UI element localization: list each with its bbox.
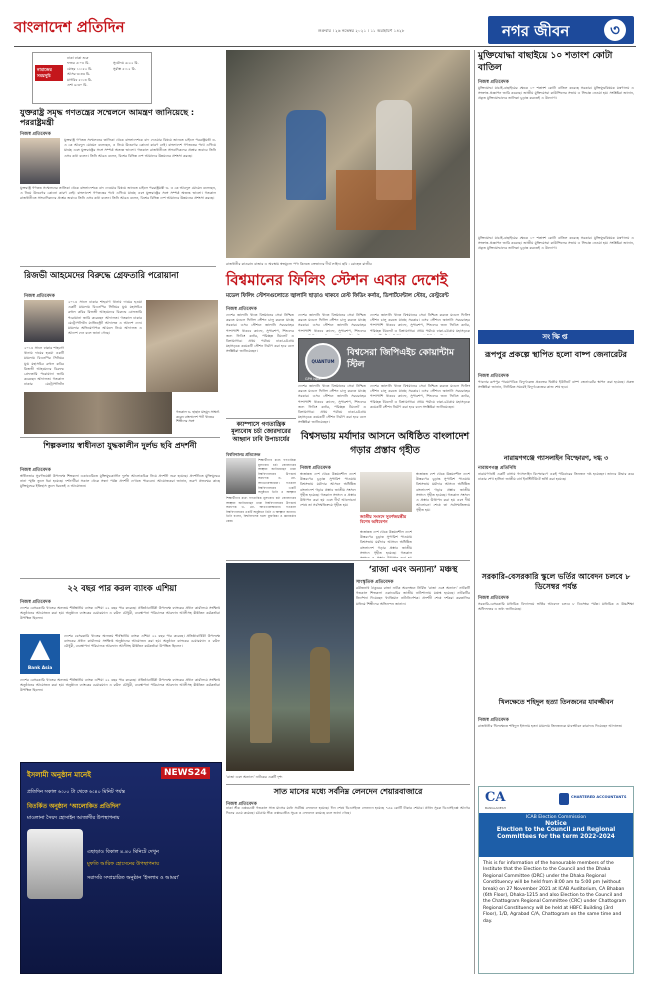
bank-logo-mark	[30, 640, 50, 660]
ad-news24-brand: NEWS24	[161, 767, 210, 779]
ad-news24-line6: সরাসরি সম্প্রচারিত অনুষ্ঠান ‘ইসলাম ও আমরা’	[87, 875, 180, 881]
section-title: নগর জীবন	[502, 22, 570, 40]
byline: বিশ্ববিদ্যালয় প্রতিবেদক	[226, 452, 261, 457]
story-body: দেশের বেসরকারি খাতের অন্যতম শীর্ষস্থানীয় ব্যাংক এশিয়া ২২ বছর পার করেছে। প্রতিষ্ঠাবার্ষিকী উপলক্ষে ব্যাংকের প্রধান কার্যালয়ে সংক্ষিপ্ত অনুষ্ঠানের আয়োজন করা হয়। অনুষ্ঠানে ব্যাংকের চেয়ারম্যান এ রউফ চৌধুরী, ব্যবস্থাপনা পরিচালক আরফান আলীসহ ঊর্ধ্বতন কর্মকর্তারা উপস্থিত ছিলেন।	[20, 606, 220, 621]
column-rule	[474, 50, 475, 974]
lead-body-cont: দেশের জ্বালানি খাতে বিশ্বমানের সেবা নিশ্চিত করতে মডেল ফিলিং স্টেশন চালু করতে যাচ্ছে সরকার। এসব স্টেশনে জ্বালানি সরবরাহের পাশাপাশি থাকবে ক্যাফে, সুপারশপ, শিশুদের জন্য ফিডিং কর্নার, পরিচ্ছন্ন টয়লেট ও বিশ্রামাগার। প্রথম পর্যায়ে ঢাকা-চট্টগ্রাম মহাসড়কে কয়েকটি স্টেশন নির্মাণ করা হবে বলে সংশ্লিষ্টরা জানিয়েছেন।	[298, 384, 366, 425]
headline-freedom-fighter: মুক্তিযোদ্ধা বাছাইয়ে ১০ শতাংশ কোটা বাতিল	[478, 51, 613, 73]
photo-meeting	[146, 300, 218, 392]
sunset: সূর্যাস্ত ৫:১২ মি.	[113, 66, 136, 71]
prayer-rows	[67, 61, 92, 89]
story-body: ঢাকা স্টক এক্সচেঞ্জে গতকাল সাত মাসের মধ্যে সর্বনিম্ন লেনদেন হয়েছে। দিন শেষে ডিএসইতে লেনদেন হয়েছে ৭৫৬ কোটি টাকার শেয়ার। প্রধান সূচক ডিএসইএক্স আগের দিনের চেয়ে কমেছে। চট্টগ্রাম স্টক এক্সচেঞ্জেও সূচক ও লেনদেন কমেছে বলে জানা গেছে।	[226, 806, 470, 816]
story-body: নারায়ণগঞ্জে একটি বাসায় গ্যাসলাইন বিস্ফোরণে একই পরিবারের তিনজন দগ্ধ হয়েছেন। তাদের উদ্ধার করে ঢাকার শেখ হাসিনা জাতীয় বার্ন ইনস্টিটিউটে ভর্তি করা হয়েছে।	[478, 472, 634, 482]
lead-subhead: মডেল ফিলিং স্টেশনগুলোতে জ্বালানি ছাড়াও থাকবে রেস্ট ফিডিং কর্নার, ডিপার্টমেন্টাল স্টোর, রেস্টুরেন্ট	[226, 293, 449, 299]
ad-news24[interactable]	[20, 762, 222, 974]
un-inset-label: জাতীয় সংসদে সুবর্ণজয়ন্তীর বিশেষ অধিবেশন	[360, 514, 407, 525]
story-body: মুক্তিযোদ্ধা যাচাই-বাছাইয়ের ক্ষেত্রে ১০ শতাংশ কোটা বাতিল করেছে সরকার। মুক্তিযুদ্ধবিষয়ক মন্ত্রণালয় এ সংক্রান্ত প্রজ্ঞাপন জারি করেছে। জাতীয় মুক্তিযোদ্ধা কাউন্সিলের সভায় এ সিদ্ধান্ত নেওয়া হয়। সংশ্লিষ্টরা জানান, প্রকৃত মুক্তিযোদ্ধাদের তালিকা চূড়ান্ত করতেই এ উদ্যোগ।	[478, 86, 634, 101]
byline: নিজস্ব প্রতিবেদক	[300, 466, 331, 471]
main-photo-caption: রাজধানীর কাওরান বাজার এ অবস্থায় স্বল্পমূল্যে পণ্য কিনতে ক্রেতাদের দীর্ঘ লাইন। ছবি : রোহেত রাজীব	[226, 262, 372, 266]
divider	[226, 418, 296, 419]
main-photo-market	[226, 50, 470, 258]
prayer-row: ফজর ৫:০৪ মি.	[67, 61, 90, 65]
bank-logo-text: Bank Asia	[27, 666, 53, 671]
icab-notice: Notice	[545, 820, 567, 827]
story-body-cont: স্বল্পোন্নত দেশ থেকে উন্নয়নশীল দেশে উত্তরণের চূড়ান্ত সুপারিশ পাওয়ায় বিশ্বসভায় মর্যাদার আসনে অধিষ্ঠিত বাংলাদেশ গড়ার প্রস্তাব জাতীয় সংসদে গৃহীত হয়েছে। গতকাল সংসদে এ প্রস্তাব উত্থাপন করা হয় এবং দীর্ঘ আলোচনা শেষে তা সর্বসম্মতিক্রমে গৃহীত হয়।	[416, 472, 470, 513]
story-body: সরকারি-বেসরকারি মাধ্যমিক বিদ্যালয়ে ভর্তির আবেদন চলবে ৮ ডিসেম্বর পর্যন্ত। মাধ্যমিক ও উচ্চশিক্ষা অধিদফতর এ তথ্য জানিয়েছে।	[478, 602, 634, 612]
divider	[20, 266, 216, 267]
photo-vc	[226, 458, 256, 494]
divider	[226, 784, 470, 785]
ad-icab[interactable]	[478, 786, 634, 974]
photo-minister	[20, 138, 60, 184]
ad-quantum-emblem	[305, 343, 341, 379]
headline-democracy: যুক্তরাষ্ট্র সমৃদ্ধ গণতন্ত্রের সম্মেলনে আমন্ত্রণ জানিয়েছে : পররাষ্ট্রমন্ত্রী	[20, 108, 195, 127]
icab-title: Election to the Council and Regional Committees for the term 2022-2024	[496, 827, 616, 840]
byline: নিজস্ব প্রতিবেদক	[20, 600, 51, 605]
story-body-cont: মুক্তিযোদ্ধা যাচাই-বাছাইয়ের ক্ষেত্রে ১০ শতাংশ কোটা বাতিল করেছে সরকার। মুক্তিযুদ্ধবিষয়ক মন্ত্রণালয় এ সংক্রান্ত প্রজ্ঞাপন জারি করেছে। জাতীয় মুক্তিযোদ্ধা কাউন্সিলের সভায় এ সিদ্ধান্ত নেওয়া হয়। সংশ্লিষ্টরা জানান, প্রকৃত মুক্তিযোদ্ধাদের তালিকা চূড়ান্ত করতেই এ উদ্যোগ।	[478, 236, 634, 251]
prayer-title: ঢাকা ঢাকা শুরু	[67, 56, 89, 60]
sun-times	[113, 61, 139, 72]
divider	[20, 437, 220, 438]
byline: নিজস্ব প্রতিবেদক	[478, 718, 509, 723]
lead-body-cont: দেশের জ্বালানি খাতে বিশ্বমানের সেবা নিশ্চিত করতে মডেল ফিলিং স্টেশন চালু করতে যাচ্ছে সরকার। এসব স্টেশনে জ্বালানি সরবরাহের পাশাপাশি থাকবে ক্যাফে, সুপারশপ, শিশুদের	[298, 313, 366, 333]
icab-body: This is for information of the honourable members of the Institute that the Election to the Council and the Dhaka Regional Committee (DRC) under the Dhaka Regional Constituency will be held from 8:00 am to 5:00 pm (without break) on 27 November 2021 at ICAB Auditorium, CA Bhaban (6th Floor), Dhaka-1215 and also Election to the Council and the Chattogram Regional Committee (CRC) under Chattogram Regional Constituency will be held at HBFC Building (3rd Floor), 1/D, Agrabad C/A, Chattogram on the same time and day.	[483, 861, 626, 924]
masthead-rule	[14, 46, 636, 47]
ad-quantum-steel[interactable]	[298, 338, 470, 382]
ad-news24-title: ইসলামী অনুষ্ঠান মানেই	[27, 771, 91, 779]
photo-caption: গতকাল ড. হাছান মাহমুদ সাক্ষাৎ করেন বাংলাদেশ পাট খাতের শিল্পীদের সঙ্গে	[176, 410, 220, 424]
story-body-cont: শিক্ষার্থীদের মধ্যে গণতান্ত্রিক মূল্যবোধ চর্চা জোরদারের আহ্বান জানিয়েছেন ঢাকা বিশ্ববিদ্যালয়ের উপাচার্য অধ্যাপক ড. মো. আখতারুজ্জামান। গতকাল বিশ্ববিদ্যালয়ের একটি অনুষ্ঠানে তিনি এ আহ্বান জানান। তিনি বলেন, বিশ্ববিদ্যালয় হলো মুক্তচিন্তা ও জ্ঞানচর্চার কেন্দ্র।	[226, 496, 296, 523]
ca-logo: CA	[485, 790, 506, 805]
photo-stall	[336, 170, 416, 230]
prayer-label: নামাজের সময়সূচি	[35, 65, 63, 81]
theatre-caption: ‘রাজা এবং অন্যান্য’ নাটকের একটি দৃশ্য	[226, 775, 283, 779]
byline: নিজস্ব প্রতিবেদক	[478, 80, 509, 85]
ad-news24-line3: মাওলানা সৈয়দ হোসাইন আজাদীর উপস্থাপনায়	[27, 815, 120, 821]
icab-header	[479, 813, 633, 857]
date-line: শুক্রবার । ২৬ নভেম্বর ২০২১ । ১১ অগ্রহায়ণ ১৪২৮	[318, 28, 405, 33]
byline: নিজস্ব প্রতিবেদক	[226, 802, 257, 807]
ad-news24-host	[27, 829, 83, 899]
chartered-logo: CHARTERED ACCOUNTANTS	[571, 795, 627, 799]
prayer-row: যোহর ১১:৫২ মি.	[67, 66, 93, 71]
story-body-cont: যুক্তরাষ্ট্র গণতন্ত্র সম্মেলনের তালিকা থেকে বাংলাদেশকে বাদ দেওয়ার বিষয়ে জানতে চাইলে পররাষ্ট্রমন্ত্রী ড. এ কে আবদুল মোমেন বলেছেন, এ নিয়ে উদ্বেগের কোনো কারণ নেই। বাংলাদেশ গণতন্ত্রের পথে এগিয়ে যাচ্ছে এবং যুক্তরাষ্ট্রের সঙ্গে সম্পর্ক অত্যন্ত ভালো। গতকাল রাজধানীতে সাংবাদিকদের প্রশ্নের জবাবে তিনি এসব কথা বলেন। তিনি আরও বলেন, বিশ্বের বিভিন্ন দেশ আমাদের উন্নয়নের প্রশংসা করছে।	[20, 186, 216, 201]
prayer-row: মাগরিব ৫:১৩ মি.	[67, 77, 93, 82]
story-body-cont: ২০১৪ সালে ঢাকার শাহবাগ থানায় দায়ের হওয়া একটি মামলায় বিএনপির সিনিয়র যুগ্ম মহাসচিব রুহুল কবির রিজভী আহমেদের বিরুদ্ধে গ্রেফতারি পরোয়ানা জারি করেছেন আদালত। গতকাল ঢাকার মেট্রোপলিটন	[24, 346, 64, 386]
story-body-cont: স্বল্পোন্নত দেশ থেকে উন্নয়নশীল দেশে উত্তরণের চূড়ান্ত সুপারিশ পাওয়ায় বিশ্বসভায় মর্যাদার আসনে অধিষ্ঠিত বাংলাদেশ গড়ার প্রস্তাব জাতীয় সংসদে গৃহীত হয়েছে। গতকাল	[360, 530, 412, 555]
ad-quantum-title: বিশ্বসেরা জিপিএইচ কোয়ান্টাম স্টিল	[347, 348, 454, 370]
lead-body-cont: দেশের জ্বালানি খাতে বিশ্বমানের সেবা নিশ্চিত করতে মডেল ফিলিং স্টেশন চালু করতে যাচ্ছে সরকার। এসব স্টেশনে জ্বালানি সরবরাহের পাশাপাশি থাকবে ক্যাফে, সুপারশপ, শিশুদের জন্য ফিডিং কর্নার, পরিচ্ছন্ন টয়লেট ও বিশ্রামাগার। প্রথম পর্যায়ে ঢাকা-চট্টগ্রাম মহাসড়কে	[370, 313, 470, 333]
ad-news24-line2: বিতর্কিত অনুষ্ঠান ‘আলোকিত প্রতিদিন’	[27, 803, 121, 810]
headline-bank: ২২ বছর পার করল ব্যাংক এশিয়া	[67, 583, 177, 593]
byline: নিজস্ব প্রতিবেদক	[478, 596, 509, 601]
story-body: ২০১৪ সালে ঢাকার শাহবাগ থানায় দায়ের হওয়া একটি মামলায় বিএনপির সিনিয়র যুগ্ম মহাসচিব রুহুল কবির রিজভী আহমেদের বিরুদ্ধে গ্রেফতারি পরোয়ানা জারি করেছেন আদালত। গতকাল ঢাকার মেট্রোপলিটন ম্যাজিস্ট্রেট আদালত এ আদেশ দেন। মামলার অভিযোগপত্র আমলে নিয়ে আদালত এ আদেশ দেন বলে জানা গেছে।	[68, 300, 142, 336]
ad-quantum-brand: QUANTUM	[311, 359, 335, 364]
masthead-logo	[14, 12, 164, 42]
prayer-box	[32, 52, 152, 104]
byline: নিজস্ব প্রতিবেদক	[24, 294, 55, 299]
photo-group	[24, 392, 172, 434]
photo-theatre	[226, 563, 354, 771]
lead-headline: বিশ্বমানের ফিলিং স্টেশন এবার দেশেই	[226, 271, 448, 289]
headline-khilkhet: খিলক্ষেতে শহিদুল হত্যা তিনজনের যাবজ্জীবন	[498, 698, 614, 706]
chartered-badge-icon	[559, 793, 569, 805]
story-body: যুক্তরাষ্ট্র গণতন্ত্র সম্মেলনের তালিকা থেকে বাংলাদেশকে বাদ দেওয়ার বিষয়ে জানতে চাইলে পররাষ্ট্রমন্ত্রী ড. এ কে আবদুল মোমেন বলেছেন, এ নিয়ে উদ্বেগের কোনো কারণ নেই। বাংলাদেশ গণতন্ত্রের পথে এগিয়ে যাচ্ছে এবং যুক্তরাষ্ট্রের সঙ্গে সম্পর্ক অত্যন্ত ভালো। গতকাল রাজধানীতে সাংবাদিকদের প্রশ্নের জবাবে তিনি এসব কথা বলেন। তিনি আরও বলেন, বিশ্বের বিভিন্ন দেশ আমাদের উন্নয়নের প্রশংসা করছে।	[64, 138, 216, 158]
prayer-row: এশা ৬:৩০ মি.	[67, 83, 88, 88]
headline-gas: নারায়ণগঞ্জে গ্যাসলাইন বিস্ফোরণ, দগ্ধ ৩	[503, 454, 609, 462]
headline-art: শিল্পকলায় স্বাধীনতা যুদ্ধকালীন দুর্লভ ছবি প্রদর্শনী	[43, 441, 197, 450]
headline-share: সাত মাসের মধ্যে সর্বনিম্ন লেনদেন শেয়ারবাজারে	[273, 787, 423, 796]
headline-theatre: ‘রাজা এবং অন্যান্য’ মঞ্চস্থ	[368, 564, 458, 574]
byline: নিজস্ব প্রতিবেদক	[20, 132, 51, 137]
ad-news24-line5: মুফতি আরিফ হোসেনের উপস্থাপনায়	[87, 861, 160, 867]
headline-school: সরকারি-বেসরকারি স্কুলে ভর্তির আবেদন চলবে ৮ ডিসেম্বর পর্যন্ত	[481, 572, 631, 591]
section-banner	[488, 16, 634, 44]
ad-news24-line1: প্রতিদিন সকাল ৬:০০ টা থেকে ৬:৪০ মিনিট পর্যন্ত	[27, 789, 125, 795]
byline: নিজস্ব প্রতিবেদক	[226, 307, 257, 312]
byline: নারায়ণগঞ্জ প্রতিনিধি	[478, 466, 517, 471]
photo-figure	[310, 647, 330, 743]
byline: নিজস্ব প্রতিবেদক	[20, 468, 51, 473]
icab-logo-bar	[479, 787, 633, 813]
divider	[20, 578, 220, 579]
headline-rooppur: রূপপুর প্রকল্পে স্থাপিত হলো বাষ্প জেনারেটর	[485, 350, 627, 359]
lead-body: দেশের জ্বালানি খাতে বিশ্বমানের সেবা নিশ্চিত করতে মডেল ফিলিং স্টেশন চালু করতে যাচ্ছে সরকার। এসব স্টেশনে জ্বালানি সরবরাহের পাশাপাশি থাকবে ক্যাফে, সুপারশপ, শিশুদের জন্য ফিডিং কর্নার, পরিচ্ছন্ন টয়লেট ও বিশ্রামাগার। প্রথম পর্যায়ে ঢাকা-চট্টগ্রাম মহাসড়কে কয়েকটি স্টেশন নির্মাণ করা হবে বলে সংশ্লিষ্টরা জানিয়েছেন।	[226, 313, 294, 354]
brief-label: সংক্ষিপ্ত	[478, 330, 634, 344]
photo-parliament	[360, 472, 412, 512]
ad-news24-line4: এছাড়াও বিকাল ৪.৪০ মিনিটে দেখুন	[87, 849, 159, 855]
lead-body-cont: দেশের জ্বালানি খাতে বিশ্বমানের সেবা নিশ্চিত করতে মডেল ফিলিং স্টেশন চালু করতে যাচ্ছে সরকার। এসব স্টেশনে জ্বালানি সরবরাহের পাশাপাশি থাকবে ক্যাফে, সুপারশপ, শিশুদের জন্য ফিডিং কর্নার, পরিচ্ছন্ন টয়লেট ও বিশ্রামাগার। প্রথম পর্যায়ে ঢাকা-চট্টগ্রাম মহাসড়কে কয়েকটি স্টেশন নির্মাণ করা হবে বলে সংশ্লিষ্টরা জানিয়েছেন।	[370, 384, 470, 409]
story-body-cont: দেশের বেসরকারি খাতের অন্যতম শীর্ষস্থানীয় ব্যাংক এশিয়া ২২ বছর পার করেছে। প্রতিষ্ঠাবার্ষিকী উপলক্ষে ব্যাংকের প্রধান কার্যালয়ে সংক্ষিপ্ত অনুষ্ঠানের আয়োজন করা হয়। অনুষ্ঠানে ব্যাংকের চেয়ারম্যান এ রউফ চৌধুরী, ব্যবস্থাপনা পরিচালক আরফান আলীসহ ঊর্ধ্বতন কর্মকর্তারা উপস্থিত ছিলেন।	[20, 678, 220, 693]
photo-rizvi	[24, 300, 64, 342]
ad-quantum-sub: GPH ispat	[305, 377, 322, 381]
headline-un: বিশ্বসভায় মর্যাদার আসনে অধিষ্ঠিত বাংলাদেশ গড়ার প্রস্তাব গৃহীত	[300, 431, 470, 456]
photo-figure	[250, 633, 272, 743]
story-body: শিক্ষার্থীদের মধ্যে গণতান্ত্রিক মূল্যবোধ চর্চা জোরদারের আহ্বান জানিয়েছেন ঢাকা বিশ্ববিদ্যালয়ের উপাচার্য অধ্যাপক ড. মো. আখতারুজ্জামান। গতকাল বিশ্ববিদ্যালয়ের একটি অনুষ্ঠানে তিনি এ আহ্বান	[258, 458, 296, 494]
divider	[226, 560, 470, 561]
photo-figure	[286, 110, 326, 200]
story-body: স্বাধীনতার সুবর্ণজয়ন্তী উপলক্ষে শিল্পকলা একাডেমিতে মুক্তিযুদ্ধকালীন দুর্লভ আলোকচিত্র নিয়ে প্রদর্শনী শুরু হয়েছে। প্রদর্শনীতে মুক্তিযুদ্ধের নানা স্মৃতি তুলে ধরা হয়েছে। দর্শনার্থীরা সকাল থেকে সন্ধ্যা পর্যন্ত প্রদর্শনী দেখতে পারবেন। আয়োজকরা জানান, তরুণ প্রজন্মের কাছে মুক্তিযুদ্ধের ইতিহাস তুলে ধরতেই এ আয়োজন।	[20, 474, 220, 489]
story-body-cont: দেশের বেসরকারি খাতের অন্যতম শীর্ষস্থানীয় ব্যাংক এশিয়া ২২ বছর পার করেছে। প্রতিষ্ঠাবার্ষিকী উপলক্ষে ব্যাংকের প্রধান কার্যালয়ে সংক্ষিপ্ত অনুষ্ঠানের আয়োজন করা হয়। অনুষ্ঠানে ব্যাংকের চেয়ারম্যান এ রউফ চৌধুরী, ব্যবস্থাপনা পরিচালক আরফান আলীসহ ঊর্ধ্বতন কর্মকর্তারা উপস্থিত ছিলেন।	[64, 634, 220, 649]
ca-logo-sub: BANGLADESH	[485, 806, 506, 810]
byline: নিজস্ব প্রতিবেদক	[478, 374, 509, 379]
story-body: রবীন্দ্রনাথ ঠাকুরের রাজা নাটক অবলম্বনে নির্মিত ‘রাজা এবং অন্যান্য’ নাটকটি গতকাল শিল্পকলা একাডেমির জাতীয় নাট্যশালায় মঞ্চস্থ হয়েছে। নাটকটির নির্দেশনা দিয়েছেন খ্যাতিমান নাট্যনির্দেশক। প্রদর্শনী শেষে দর্শকরা করতালির মাধ্যমে শিল্পীদের অভিনন্দন জানান।	[356, 586, 470, 606]
prayer-row: আসর ৩:৩৩ মি.	[67, 72, 91, 77]
headline-rizvi: রিজভী আহমেদের বিরুদ্ধে গ্রেফতারি পরোয়ানা	[24, 270, 179, 280]
story-body: পাবনার রূপপুর পারমাণবিক বিদ্যুৎকেন্দ্র প্রকল্পের দ্বিতীয় ইউনিটে বাষ্প জেনারেটর স্থাপন করা হয়েছে। প্রকল্প সংশ্লিষ্টরা জানান, নির্ধারিত সময়েই বিদ্যুৎকেন্দ্রের কাজ শেষ হবে।	[478, 380, 634, 390]
story-body: রাজধানীর খিলক্ষেতে শহিদুল ইসলাম হত্যা মামলায় তিনজনকে যাবজ্জীবন কারাদণ্ড দিয়েছেন আদালত।	[478, 724, 623, 728]
headline-campus: ক্যাম্পাসে গণতান্ত্রিক মূল্যবোধ চর্চা জোরদারের আহ্বান ঢাবি উপাচার্যের	[231, 421, 291, 443]
page-number-badge: ৩	[604, 19, 626, 41]
bank-asia-logo	[20, 634, 60, 674]
sunrise: সূর্যোদয় ৬:২২ মি.	[113, 61, 139, 65]
story-body: স্বল্পোন্নত দেশ থেকে উন্নয়নশীল দেশে উত্তরণের চূড়ান্ত সুপারিশ পাওয়ায় বিশ্বসভায় মর্যাদার আসনে অধিষ্ঠিত বাংলাদেশ গড়ার প্রস্তাব জাতীয় সংসদে গৃহীত হয়েছে। গতকাল সংসদে এ প্রস্তাব উত্থাপন করা হয় এবং দীর্ঘ আলোচনা শেষে তা সর্বসম্মতিক্রমে গৃহীত হয়।	[300, 472, 356, 508]
logo-text: বাংলাদেশ প্রতিদিন	[14, 18, 125, 36]
byline: সাংস্কৃতিক প্রতিবেদক	[356, 580, 394, 585]
icab-org: ICAB Election Commission	[525, 815, 587, 820]
